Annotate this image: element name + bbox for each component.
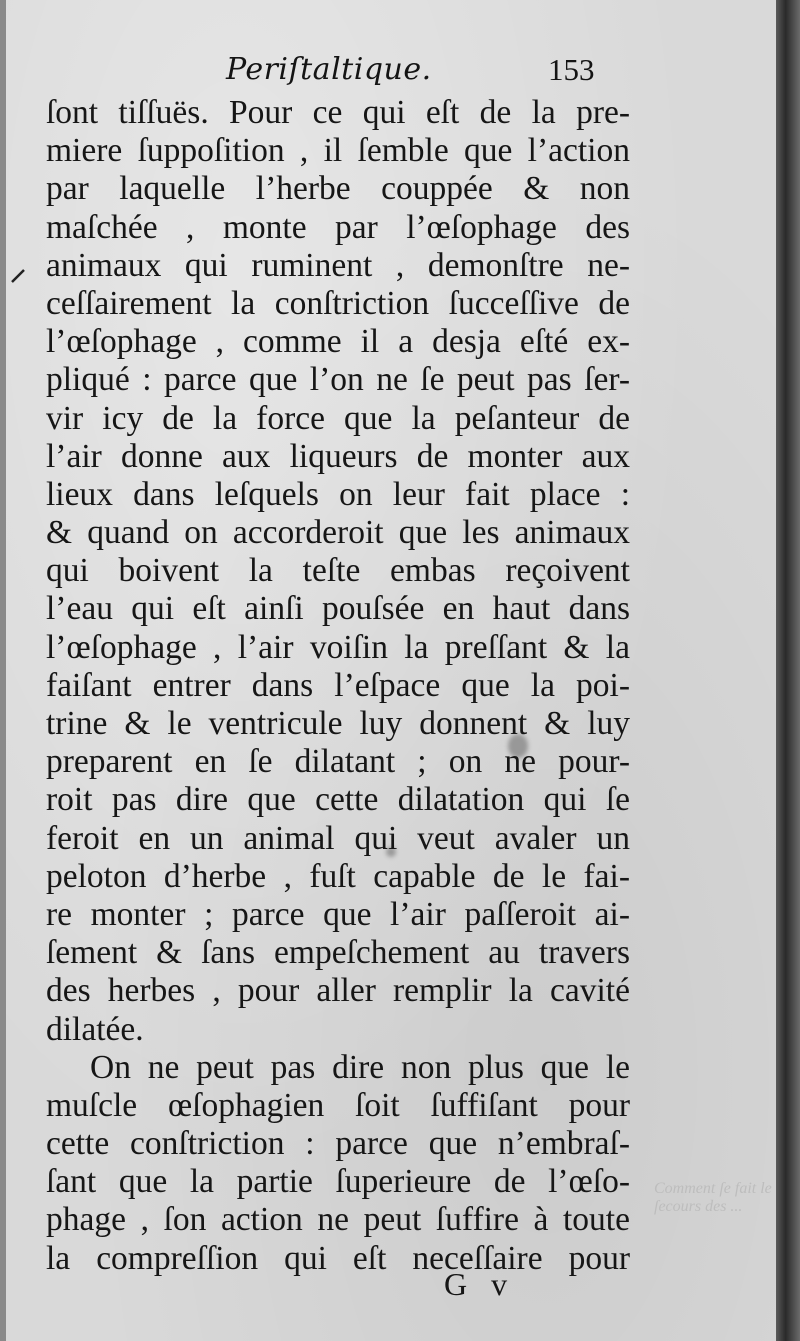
text-line: & quand on accorderoit que les animaux: [46, 514, 630, 552]
text-line: l’eau qui eſt ainſi pouſsée en haut dans: [46, 590, 630, 628]
ink-spot: [508, 734, 528, 758]
text-line: muſcle œſophagien ſoit ſuffiſant pour: [46, 1086, 630, 1124]
text-line: cette conſtriction : parce que n’embraſ-: [46, 1125, 630, 1163]
text-line: des herbes , pour aller remplir la cavité: [46, 972, 630, 1010]
text-line-paragraph-start: On ne peut pas dire non plus que le: [90, 1048, 630, 1086]
book-spine: [776, 0, 800, 1341]
text-line: faiſant entrer dans l’eſpace que la poi-: [46, 666, 630, 704]
text-line: phage , ſon action ne peut ſuffire à toute: [46, 1201, 630, 1239]
book-page: [6, 0, 776, 1341]
text-line: roit pas dire que cette dilatation qui ſe: [46, 781, 630, 819]
text-line: vir icy de la force que la peſanteur de: [46, 399, 630, 437]
signature-mark: G v: [444, 1266, 516, 1302]
text-line: ceſſairement la conſtriction ſucceſſive de: [46, 284, 630, 322]
text-line: preparent en ſe dilatant ; on ne pour-: [46, 743, 630, 781]
text-line: ſont tiſſuës. Pour ce qui eſt de la pre-: [46, 94, 630, 131]
marginal-note: Comment ſe fait le ſecours des ...: [654, 1180, 772, 1215]
text-line: ſant que la partie ſuperieure de l’œſo-: [46, 1163, 630, 1201]
text-line: lieux dans leſquels on leur fait place :: [46, 475, 630, 513]
text-line: l’œſophage , l’air voiſin la preſſant & la: [46, 628, 630, 666]
ink-spot: [386, 847, 396, 857]
text-line: dilatée.: [46, 1010, 144, 1048]
text-line: l’œſophage , comme il a desja eſté ex-: [46, 323, 630, 361]
text-line: miere ſuppoſition , il ſemble que l’action: [46, 132, 630, 170]
text-line: la compreſſion qui eſt neceſſaire pour: [46, 1239, 630, 1277]
text-line: l’air donne aux liqueurs de monter aux: [46, 437, 630, 475]
text-line: re monter ; parce que l’air paſſeroit ai-: [46, 895, 630, 933]
text-line: peloton d’herbe , fuſt capable de le fai-: [46, 857, 630, 895]
body-text: [46, 94, 630, 1278]
page-number: 153: [548, 52, 595, 87]
margin-mark-icon: [10, 268, 26, 284]
text-line: maſchée , monte par l’œſophage des: [46, 208, 630, 246]
text-line: pliqué : parce que l’on ne ſe peut pas ſer-: [46, 361, 630, 399]
text-line: par laquelle l’herbe couppée & non: [46, 170, 630, 208]
text-line: feroit en un animal qui veut avaler un: [46, 819, 630, 857]
text-line: qui boivent la teſte embas reçoivent: [46, 552, 630, 590]
text-line: trine & le ventricule luy donnent & luy: [46, 705, 630, 742]
text-line: animaux qui ruminent , demonſtre ne-: [46, 246, 630, 284]
page-header: [6, 52, 776, 92]
running-title: Periſtaltique.: [226, 52, 432, 87]
text-line: ſement & ſans empeſchement au travers: [46, 934, 630, 972]
